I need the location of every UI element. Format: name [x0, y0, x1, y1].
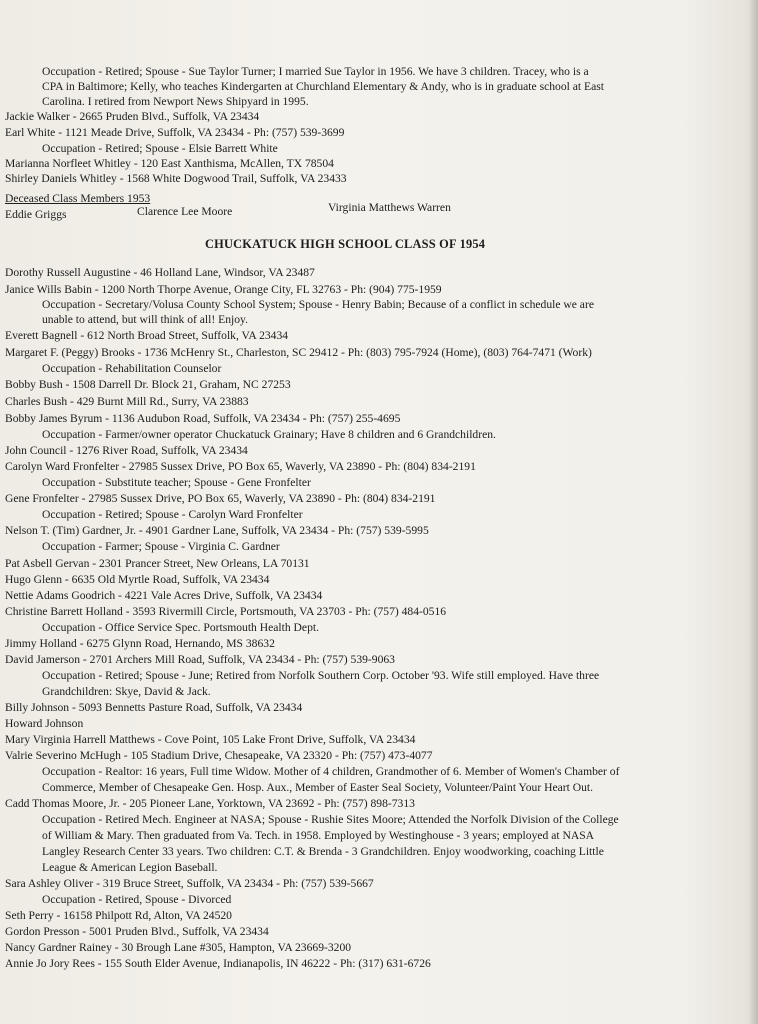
- entry-text: Gordon Presson - 5001 Pruden Blvd., Suffolk, VA 23434: [5, 925, 269, 938]
- entry-text: Pat Asbell Gervan - 2301 Prancer Street, New Orleans, LA 70131: [5, 557, 310, 570]
- entry-text: Christine Barrett Holland - 3593 Rivermill Circle, Portsmouth, VA 23703 - Ph: (757) 484-0516: [5, 605, 447, 618]
- entry-text: Janice Wills Babin - 1200 North Thorpe Avenue, Orange City, FL 32763 - Ph: (904) 775-1959: [5, 283, 442, 296]
- deceased-member: Virginia Matthews Warren: [328, 201, 451, 214]
- entry-text: CPA in Baltimore; Kelly, who teaches Kindergarten at Churchland Elementary & Andy, who is in graduate school at East: [42, 80, 604, 93]
- entry-text: Dorothy Russell Augustine - 46 Holland Lane, Windsor, VA 23487: [5, 266, 315, 279]
- entry-text: Occupation - Retired; Spouse - Carolyn Ward Fronfelter: [42, 508, 303, 521]
- entry-text: Nancy Gardner Rainey - 30 Brough Lane #305, Hampton, VA 23669-3200: [5, 941, 352, 954]
- entry-text: Occupation - Realtor: 16 years, Full time Widow. Mother of 4 children, Grandmother of 6. Member of Women's Chamber of: [42, 765, 620, 778]
- entry-text: Carolina. I retired from Newport News Shipyard in 1995.: [42, 95, 309, 108]
- entry-text: Sara Ashley Oliver - 319 Bruce Street, Suffolk, VA 23434 - Ph: (757) 539-5667: [5, 877, 374, 890]
- deceased-heading: Deceased Class Members 1953: [5, 192, 151, 205]
- page-edge-shadow: [748, 0, 758, 1024]
- entry-text: Grandchildren: Skye, David & Jack.: [42, 685, 211, 698]
- entry-text: Nelson T. (Tim) Gardner, Jr. - 4901 Gardner Lane, Suffolk, VA 23434 - Ph: (757) 539-5995: [5, 524, 429, 537]
- entry-text: Occupation - Secretary/Volusa County School System; Spouse - Henry Babin; Because of a conflict in schedule we are: [42, 298, 594, 311]
- entry-text: Occupation - Retired, Spouse - Divorced: [42, 893, 232, 906]
- entry-text: Gene Fronfelter - 27985 Sussex Drive, PO Box 65, Waverly, VA 23890 - Ph: (804) 834-2191: [5, 492, 436, 505]
- entry-text: Occupation - Substitute teacher; Spouse - Gene Fronfelter: [42, 476, 311, 489]
- entry-text: Occupation - Rehabilitation Counselor: [42, 362, 222, 375]
- entry-text: Jackie Walker - 2665 Pruden Blvd., Suffolk, VA 23434: [5, 110, 260, 123]
- entry-text: Carolyn Ward Fronfelter - 27985 Sussex Drive, PO Box 65, Waverly, VA 23890 - Ph: (804) 834-2191: [5, 460, 476, 473]
- entry-text: Commerce, Member of Chesapeake Gen. Hosp. Aux., Member of Easter Seal Society, Volunteer/Paint Your Heart Out.: [42, 781, 594, 794]
- entry-text: Mary Virginia Harrell Matthews - Cove Point, 105 Lake Front Drive, Suffolk, VA 23434: [5, 733, 416, 746]
- entry-text: Occupation - Retired; Spouse - Elsie Barrett White: [42, 142, 278, 155]
- entry-text: Annie Jo Jory Rees - 155 South Elder Avenue, Indianapolis, IN 46222 - Ph: (317) 631-6726: [5, 957, 431, 970]
- entry-text: Occupation - Retired; Spouse - June; Retired from Norfolk Southern Corp. October '93. Wife still employed. Have three: [42, 669, 600, 682]
- entry-text: Cadd Thomas Moore, Jr. - 205 Pioneer Lane, Yorktown, VA 23692 - Ph: (757) 898-7313: [5, 797, 415, 810]
- entry-text: Margaret F. (Peggy) Brooks - 1736 McHenry St., Charleston, SC 29412 - Ph: (803) 795-7924 (Home), (803) 764-7471 (Work): [5, 346, 592, 359]
- entry-text: Langley Research Center 33 years. Two children: C.T. & Brenda - 3 Grandchildren. Enjoy woodworking, coaching Little: [42, 845, 604, 858]
- entry-text: Marianna Norfleet Whitley - 120 East Xanthisma, McAllen, TX 78504: [5, 157, 334, 170]
- entry-text: Occupation - Farmer; Spouse - Virginia C. Gardner: [42, 540, 280, 553]
- entry-text: unable to attend, but will think of all! Enjoy.: [42, 313, 248, 326]
- entry-text: of William & Mary. Then graduated from Va. Tech. in 1958. Employed by Westinghouse - 3 years; employed at NASA: [42, 829, 595, 842]
- entry-text: Bobby James Byrum - 1136 Audubon Road, Suffolk, VA 23434 - Ph: (757) 255-4695: [5, 412, 401, 425]
- entry-text: Everett Bagnell - 612 North Broad Street, Suffolk, VA 23434: [5, 329, 289, 342]
- entry-text: Billy Johnson - 5093 Bennetts Pasture Road, Suffolk, VA 23434: [5, 701, 303, 714]
- entry-text: Valrie Severino McHugh - 105 Stadium Drive, Chesapeake, VA 23320 - Ph: (757) 473-4077: [5, 749, 433, 762]
- entry-text: Jimmy Holland - 6275 Glynn Road, Hernando, MS 38632: [5, 637, 275, 650]
- entry-text: Occupation - Office Service Spec. Portsmouth Health Dept.: [42, 621, 319, 634]
- entry-text: Earl White - 1121 Meade Drive, Suffolk, VA 23434 - Ph: (757) 539-3699: [5, 126, 345, 139]
- entry-text: David Jamerson - 2701 Archers Mill Road, Suffolk, VA 23434 - Ph: (757) 539-9063: [5, 653, 395, 666]
- entry-text: Bobby Bush - 1508 Darrell Dr. Block 21, Graham, NC 27253: [5, 378, 291, 391]
- entry-text: Occupation - Retired Mech. Engineer at NASA; Spouse - Rushie Sites Moore; Attended the Norfolk Division of the College: [42, 813, 619, 826]
- entry-text: John Council - 1276 River Road, Suffolk, VA 23434: [5, 444, 248, 457]
- entry-text: Hugo Glenn - 6635 Old Myrtle Road, Suffolk, VA 23434: [5, 573, 270, 586]
- section-title: CHUCKATUCK HIGH SCHOOL CLASS OF 1954: [205, 237, 486, 251]
- entry-text: Occupation - Farmer/owner operator Chuckatuck Grainary; Have 8 children and 6 Grandchildren.: [42, 428, 496, 441]
- entry-text: Charles Bush - 429 Burnt Mill Rd., Surry, VA 23883: [5, 395, 249, 408]
- deceased-member: Eddie Griggs: [5, 208, 67, 221]
- entry-text: Nettie Adams Goodrich - 4221 Vale Acres Drive, Suffolk, VA 23434: [5, 589, 323, 602]
- entry-text: Seth Perry - 16158 Philpott Rd, Alton, VA 24520: [5, 909, 232, 922]
- entry-text: League & American Legion Baseball.: [42, 861, 218, 874]
- entry-text: Shirley Daniels Whitley - 1568 White Dogwood Trail, Suffolk, VA 23433: [5, 172, 347, 185]
- entry-text: Occupation - Retired; Spouse - Sue Taylor Turner; I married Sue Taylor in 1956. We have 3 children. Tracey, who is a: [42, 65, 589, 78]
- deceased-member: Clarence Lee Moore: [137, 205, 233, 218]
- entry-text: Howard Johnson: [5, 717, 84, 730]
